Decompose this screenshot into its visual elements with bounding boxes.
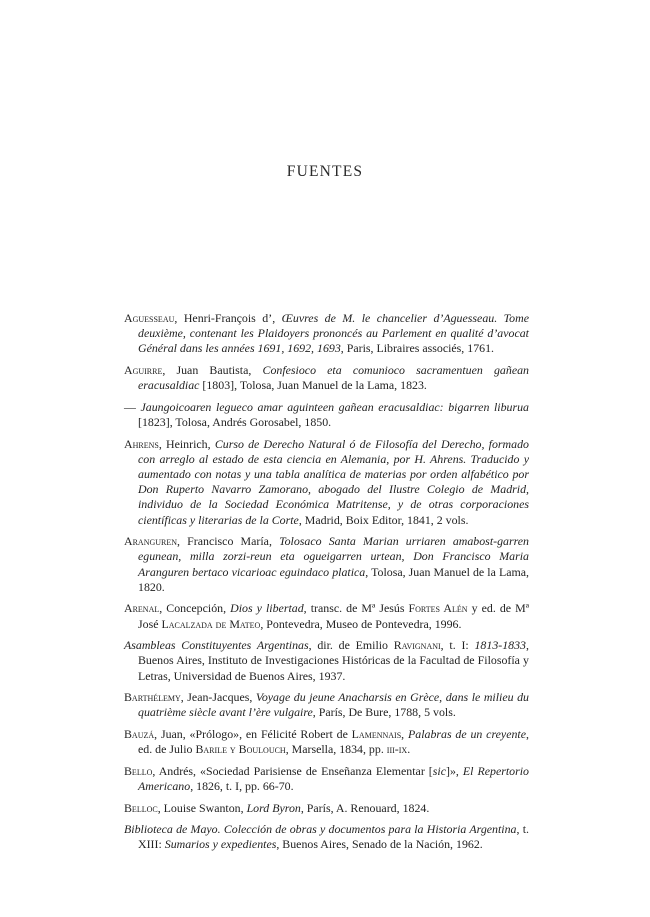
bibliography-entry-aguesseau (124, 311, 529, 357)
entry-title: Palabras de un creyente (407, 727, 527, 741)
entry-person: Lamennais (351, 727, 402, 741)
bibliography-entry-belloc (124, 801, 529, 816)
bibliography-entry-aguirre-2 (124, 400, 529, 430)
entry-text: , Andrés, «Sociedad Parisiense de Enseñanza Elementar [ (152, 763, 433, 778)
entry-text: , t. I: (440, 638, 475, 653)
entry-text: , Concepción, (159, 601, 231, 616)
bibliography-entry-asambleas (124, 638, 529, 684)
entry-title: Asambleas Constituyentes Argentinas (124, 638, 309, 653)
entry-title: Tolosaco Santa Marian urriaren amabost-garren egunean, milla zorzi-reun eta ogueigarren urtean, Don Francisco Maria Aranguren bertaco vicarioac eguindaco platica (138, 534, 530, 579)
entry-text: , ed. de Julio (138, 727, 529, 757)
entry-title: El Repertorio Americano (138, 763, 529, 793)
bibliography-entry-barthelemy (124, 690, 529, 720)
entry-imprint: , 1826, t. I, pp. 66-70. (190, 779, 294, 793)
entry-pages: iii-ix (386, 742, 408, 757)
entry-author: Arenal (124, 601, 160, 616)
entry-title: Curso de Derecho Natural ó de Filosofía del Derecho, formado con arreglo al estado de esta ciencia en Alemania, por H. Ahrens. Traducido y aumentado con notas y una tabla analítica de materias por orden alfabético por Don Ruperto Navarro Zamorano, abogado del Ilustre Colegio de Madrid, individuo de la Sociedad Económica Matritense, y de otras corporaciones científicas y literarias de la Corte (138, 436, 529, 527)
entry-text: , Jean-Jacques, (180, 690, 256, 705)
entry-text: , t. XIII: (138, 822, 529, 852)
entry-author: Aguirre (124, 363, 163, 377)
entry-imprint: , Buenos Aires, Instituto de Investigaciones Históricas de la Facultad de Filosofía y Letras, Universidad de Buenos Aires, 1937. (138, 638, 529, 683)
entry-dash: — (124, 399, 141, 414)
entry-author: Bauzá (124, 727, 155, 741)
entry-imprint: , París, A. Renouard, 1824. (300, 800, 430, 815)
entry-author: Ahrens (124, 436, 159, 451)
bibliography-entry-aranguren (124, 534, 529, 595)
entry-title: Voyage du jeune Anacharsis en Grèce, dans le milieu du quatrième siècle avant l’ère vulgaire (138, 690, 529, 720)
entry-imprint: , París, De Bure, 1788, 5 vols. (312, 705, 456, 720)
entry-title: Confesioco eta comunioco sacramentuen gañean eracusaldiac (138, 363, 529, 393)
entry-imprint: , Madrid, Boix Editor, 1841, 2 vols. (298, 512, 469, 527)
entry-text: , Juan Bautista, (162, 363, 263, 377)
entry-sic: sic (432, 763, 446, 778)
entry-person: Ravignani (393, 638, 441, 653)
entry-text: , Francisco María, (177, 534, 280, 549)
entry-text: , (401, 727, 408, 741)
entry-title: Jaungoicoaren legueco amar aguinteen gañean eracusaldiac: bigarren liburua (140, 399, 529, 414)
entry-person: Barile y Boulouch (195, 742, 286, 757)
bibliography-entry-bello (124, 764, 529, 794)
entry-text: , Henri-François d’, (174, 311, 282, 325)
entry-text: . (407, 742, 411, 757)
entry-subtitle: 1813-1833 (474, 638, 527, 653)
entry-text: y ed. de Mª José (138, 601, 530, 631)
entry-title: Lord Byron (246, 800, 301, 815)
entry-text: , Louise Swanton, (157, 800, 247, 815)
entry-author: Aguesseau (124, 311, 175, 325)
entry-imprint: , Pontevedra, Museo de Pontevedra, 1996. (260, 616, 462, 631)
entry-title: Biblioteca de Mayo. Colección de obras y documentos para la Historia Argentina (124, 822, 517, 837)
entry-person: Fortes Alén (408, 601, 468, 616)
entry-imprint: [1803], Tolosa, Juan Manuel de la Lama, 1823. (199, 378, 427, 393)
bibliography-entry-ahrens (124, 437, 529, 528)
bibliography-entry-biblioteca-de-mayo (124, 822, 529, 852)
entry-text: , Juan, «Prólogo», en Félicité Robert de (154, 727, 352, 741)
entry-text: , transc. de Mª Jesús (303, 601, 409, 616)
bibliography-entry-aguirre (124, 363, 529, 393)
entry-imprint: , Buenos Aires, Senado de la Nación, 1962. (276, 837, 483, 852)
entry-imprint: [1823], Tolosa, Andrés Gorosabel, 1850. (138, 415, 332, 429)
bibliography-entry-bauza (124, 727, 529, 757)
entry-text: , Marsella, 1834, pp. (285, 742, 387, 757)
entry-text: ]», (445, 763, 463, 778)
page-title: FUENTES (286, 163, 364, 180)
entry-text: , Heinrich, (158, 436, 215, 451)
entry-text: , dir. de Emilio (308, 638, 394, 653)
entry-author: Bello (124, 763, 153, 778)
entry-subtitle: Sumarios y expedientes (164, 837, 277, 852)
entry-author: Aranguren (124, 534, 178, 549)
entry-imprint: , Tolosa, Juan Manuel de la Lama, 1820. (138, 564, 529, 594)
entry-author: Barthélemy (124, 690, 181, 705)
entry-person: Lacalzada de Mateo (161, 616, 261, 631)
bibliography-entry-arenal (124, 601, 529, 631)
entry-author: Belloc (124, 800, 158, 815)
bibliography-list (124, 311, 529, 859)
entry-title: Dios y libertad (230, 601, 304, 616)
entry-title: Œuvres de M. le chancelier d’Aguesseau. Tome deuxième, contenant les Plaidoyers prononcés au Parlement en qualité d’avocat Général dans les années 1691, 1692, 1693 (138, 311, 529, 356)
entry-imprint: , Paris, Libraires associés, 1761. (340, 341, 495, 356)
